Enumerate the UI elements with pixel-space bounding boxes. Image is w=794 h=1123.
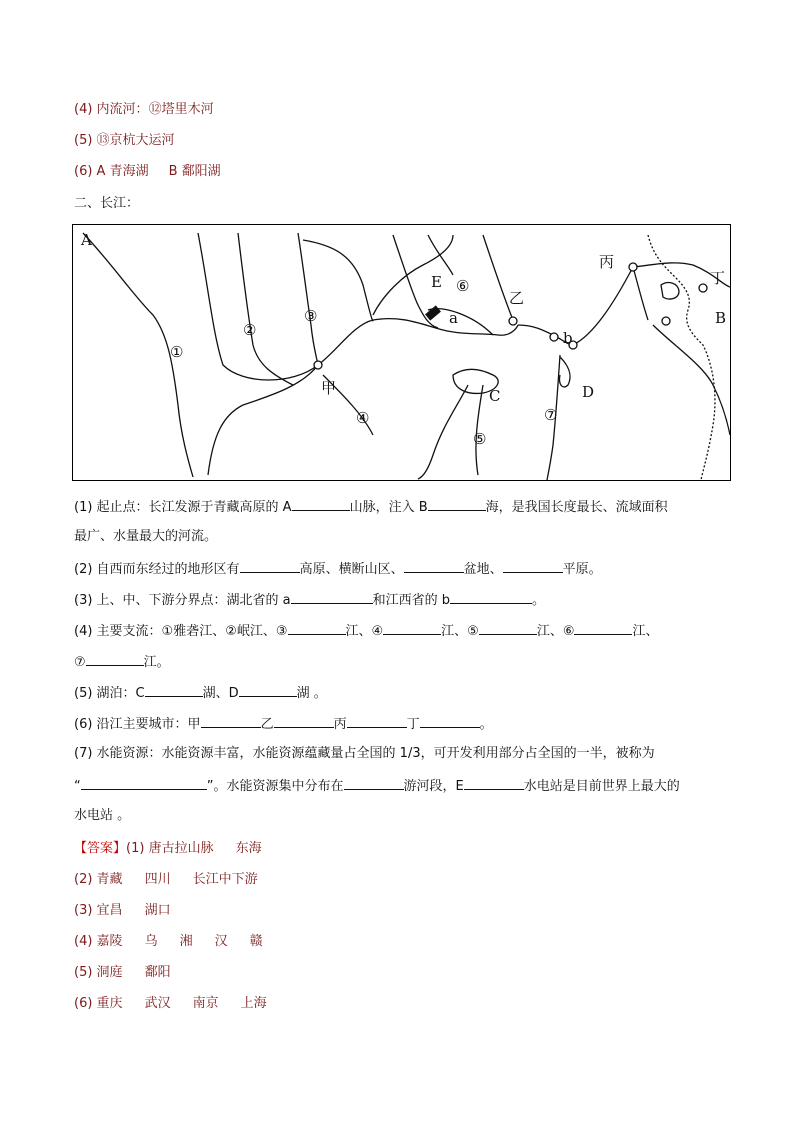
answer-line-4 <box>74 100 214 120</box>
map-label-B: B <box>715 309 727 327</box>
answer-item: 湘 <box>179 934 193 949</box>
question-7-line-2 <box>74 775 680 797</box>
answer-line-6 <box>74 162 221 182</box>
q4-text-b: 江、④ <box>345 624 384 639</box>
map-label-7: ⑦ <box>544 406 558 424</box>
answer-item: (5) 洞庭 <box>74 965 123 980</box>
answer-item: 汉 <box>214 934 228 949</box>
answer-row-6 <box>74 994 267 1014</box>
q4-text-f: ⑦ <box>74 655 86 670</box>
q7-text-c: ”。水能资源集中分布在 <box>206 779 344 794</box>
answer-item: 东海 <box>235 841 262 856</box>
map-label-D: D <box>582 383 595 401</box>
map-label-2: ② <box>243 321 257 339</box>
q6-text-b: 乙 <box>260 717 274 732</box>
answer-item: 赣 <box>249 934 263 949</box>
answer-item: 长江中下游 <box>192 872 258 887</box>
map-label-1: ① <box>170 343 184 361</box>
q5-text-a: (5) 湖泊：C <box>74 686 145 701</box>
q4-text-g: 江。 <box>143 655 170 670</box>
blank <box>347 713 407 728</box>
question-2 <box>74 558 602 580</box>
q7-text-e: 水电站是目前世界上最大的 <box>523 779 680 794</box>
answer-label: (6) <box>74 164 97 179</box>
blank <box>404 558 464 573</box>
answer-line-5 <box>74 131 175 151</box>
blank <box>344 775 404 790</box>
blank <box>479 620 537 635</box>
q4-text-a: (4) 主要支流：①雅砻江、②岷江、③ <box>74 624 288 639</box>
q6-text-c: 丙 <box>333 717 347 732</box>
blank <box>239 682 297 697</box>
section-title: 二、长江： <box>74 196 140 211</box>
answer-item: 四川 <box>144 872 171 887</box>
map-label-yi: 乙 <box>509 289 525 307</box>
answer-item: (6) 重庆 <box>74 996 123 1011</box>
blank <box>145 682 203 697</box>
question-5 <box>74 682 327 704</box>
answer-item: 乌 <box>144 934 158 949</box>
map-label-4: ④ <box>356 409 370 427</box>
map-label-C: C <box>489 387 501 405</box>
blank <box>420 713 480 728</box>
q4-text-e: 江、 <box>632 624 659 639</box>
map-label-bing: 丙 <box>599 253 615 271</box>
answer-item: (3) 宜昌 <box>74 903 123 918</box>
q1-text-b: 山脉，注入 B <box>349 500 428 515</box>
answer-row-3 <box>74 901 171 921</box>
answer-item: 武汉 <box>144 996 171 1011</box>
q2-text-b: 高原、横断山区、 <box>299 562 404 577</box>
blank <box>292 496 350 511</box>
q6-text-d: 丁 <box>406 717 420 732</box>
blank <box>274 713 334 728</box>
map-label-6: ⑥ <box>456 277 470 295</box>
map-label-E: E <box>431 273 442 291</box>
answer-label: (5) <box>74 133 97 148</box>
q7-text-b: “ <box>74 779 81 794</box>
map-drawing <box>73 225 730 480</box>
q5-text-b: 湖、D <box>202 686 239 701</box>
blank <box>81 775 207 790</box>
q6-text-a: (6) 沿江主要城市：甲 <box>74 717 201 732</box>
map-label-5: ⑤ <box>473 430 487 448</box>
answer-value: A 青海湖 <box>96 164 149 179</box>
blank <box>288 620 346 635</box>
map-label-3: ③ <box>304 307 318 325</box>
answer-value: ⑬京杭大运河 <box>96 133 175 148</box>
q3-text-c: 。 <box>532 593 546 608</box>
q1-text-a: (1) 起止点：长江发源于青藏高原的 A <box>74 500 292 515</box>
question-6 <box>74 713 493 735</box>
answer-item: (1) 唐古拉山脉 <box>126 841 214 856</box>
blank <box>574 620 632 635</box>
answer-row-1 <box>74 839 262 859</box>
answer-row-5 <box>74 963 171 983</box>
q2-text-d: 平原。 <box>562 562 602 577</box>
blank <box>240 558 300 573</box>
blank <box>291 589 373 604</box>
q7-text-d: 游河段，E <box>403 779 464 794</box>
q1-text-c: 海，是我国长度最长、流域面积 <box>485 500 668 515</box>
answer-tag: 【答案】 <box>74 841 127 856</box>
question-1-line-2: 最广、水量最大的河流。 <box>74 529 218 544</box>
blank <box>86 651 144 666</box>
blank <box>503 558 563 573</box>
map-label-a: a <box>449 309 458 327</box>
answer-row-2 <box>74 870 258 890</box>
question-4-line-1 <box>74 620 659 642</box>
q6-text-e: 。 <box>479 717 493 732</box>
question-7-line-1: (7) 水能资源：水能资源丰富，水能资源蕴藏量占全国的 1/3，可开发利用部分占全国的一半，被称为 <box>74 746 655 761</box>
answer-item: 湖口 <box>144 903 171 918</box>
q2-text-c: 盆地、 <box>463 562 503 577</box>
q3-text-b: 和江西省的 b <box>372 593 451 608</box>
yangtze-river-map <box>72 224 731 481</box>
blank <box>383 620 441 635</box>
answer-item: (4) 嘉陵 <box>74 934 123 949</box>
answer-value: ⑫塔里木河 <box>148 102 214 117</box>
q4-text-d: 江、⑥ <box>536 624 575 639</box>
answer-label: (4) 内流河： <box>74 102 149 117</box>
answer-value: B 鄱阳湖 <box>168 164 221 179</box>
q3-text-a: (3) 上、中、下游分界点：湖北省的 a <box>74 593 291 608</box>
answer-item: 南京 <box>192 996 219 1011</box>
blank <box>464 775 524 790</box>
q4-text-c: 江、⑤ <box>441 624 479 639</box>
blank <box>450 589 532 604</box>
question-4-line-2 <box>74 651 170 673</box>
map-label-ding: 丁 <box>710 269 726 287</box>
q2-text-a: (2) 自西而东经过的地形区有 <box>74 562 240 577</box>
map-label-A: A <box>81 231 92 249</box>
q5-text-c: 湖 。 <box>296 686 327 701</box>
blank <box>428 496 486 511</box>
answer-item: 鄱阳 <box>144 965 171 980</box>
map-label-jia: 甲 <box>321 379 337 397</box>
answer-row-4 <box>74 932 263 952</box>
answer-item: (2) 青藏 <box>74 872 123 887</box>
answer-item: 上海 <box>240 996 267 1011</box>
question-7-line-3: 水电站 。 <box>74 808 131 823</box>
map-label-b: b <box>563 329 573 347</box>
blank <box>201 713 261 728</box>
question-1-line-1 <box>74 496 668 518</box>
question-3 <box>74 589 545 611</box>
